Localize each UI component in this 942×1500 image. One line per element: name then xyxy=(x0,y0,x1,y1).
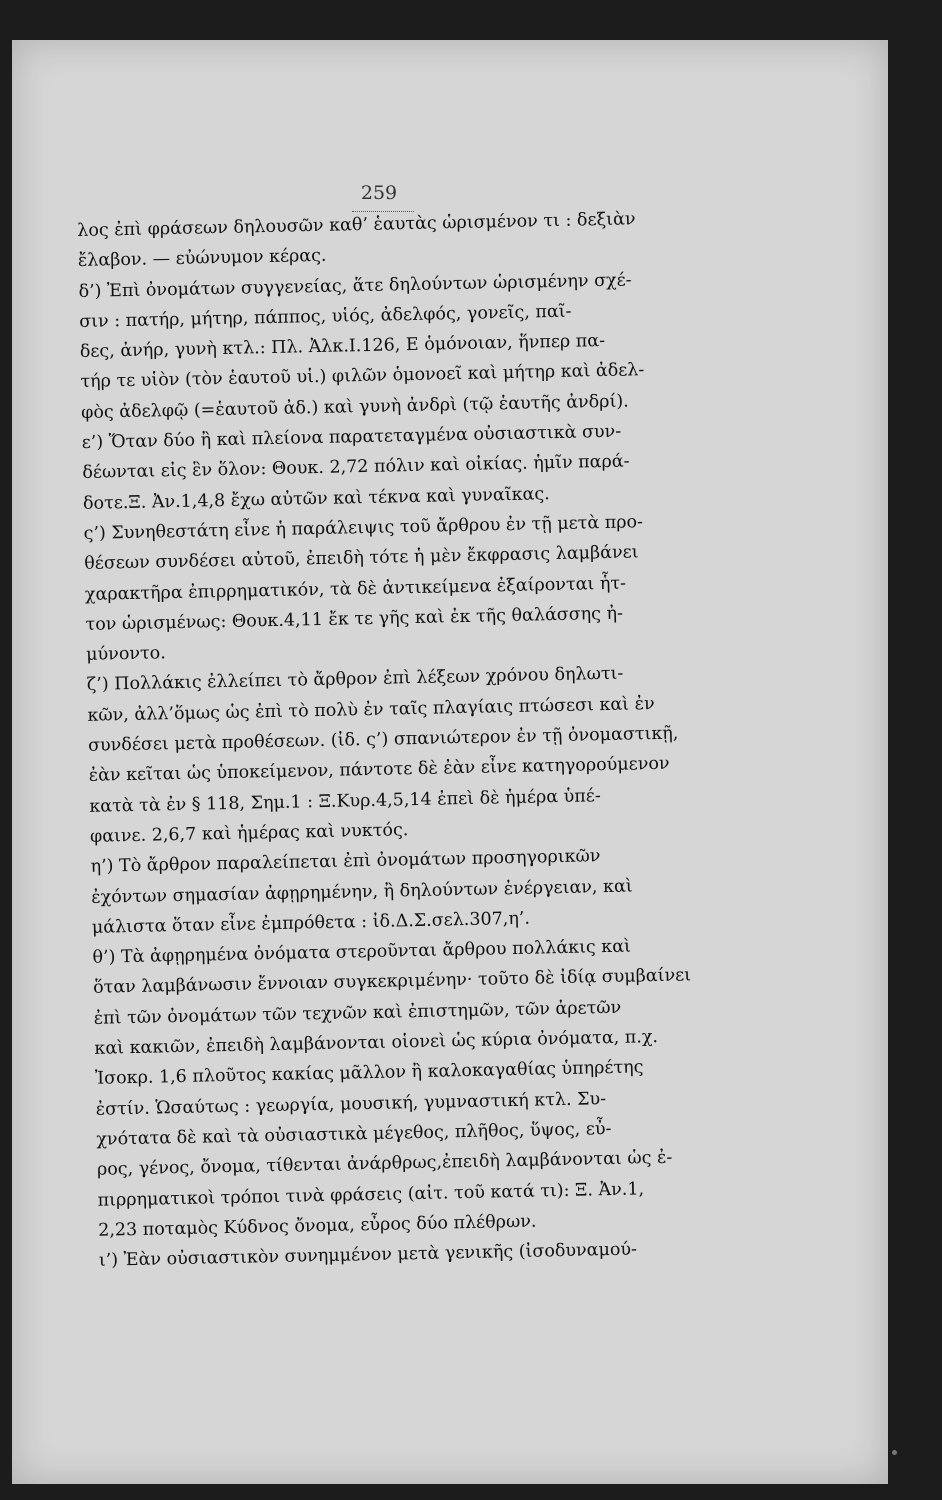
text-line: ς’) Συνηθεστάτη εἶνε ἡ παράλειψις τοῦ ἄρθρου ἐν τῇ μετὰ προ- xyxy=(83,512,644,544)
text-line: χαρακτῆρα ἐπιρρηματικόν, τὰ δὲ ἀντικείμενα ἐξαίρονται ἧτ- xyxy=(84,573,627,605)
text-line: μύνοντο. xyxy=(85,643,166,666)
text-line: ἐχόντων σημασίαν ἀφῃρημένην, ἢ δηλούντων ἐνέργειαν, καὶ xyxy=(91,876,633,908)
text-line: καὶ κακιῶν, ἐπειδὴ λαμβάνονται οἱονεὶ ὡς κύρια ὀνόματα, π.χ. xyxy=(94,1027,659,1059)
text-line: λος ἐπὶ φράσεων δηλουσῶν καθ’ ἑαυτὰς ὡρισμένον τι : δεξιὰν xyxy=(77,209,636,241)
text-line: ἐπὶ τῶν ὀνομάτων τῶν τεχνῶν καὶ ἐπιστημῶν, τῶν ἀρετῶν xyxy=(93,997,622,1029)
text-line: πιρρηματικοὶ τρόποι τινὰ φράσεις (αἰτ. τοῦ κατά τι): Ξ. Ἀν.1, xyxy=(97,1178,645,1211)
text-line: δέωνται εἰς ἓν ὅλον: Θουκ. 2,72 πόλιν καὶ οἰκίας. ἡμῖν παρά- xyxy=(82,451,630,484)
edge-mark xyxy=(892,1450,897,1455)
text-line: ἐστίν. Ὡσαύτως : γεωργία, μουσική, γυμναστική κτλ. Συ- xyxy=(95,1088,607,1120)
text-line: Ἰσοκρ. 1,6 πλοῦτος κακίας μᾶλλον ἢ καλοκαγαθίας ὑπηρέτης xyxy=(94,1057,644,1090)
text-line: δ’) Ἐπὶ ὀνομάτων συγγενείας, ἅτε δηλούντων ὡρισμένην σχέ- xyxy=(78,269,632,302)
text-line: ἐὰν κεῖται ὡς ὑποκείμενον, πάντοτε δὲ ἐὰν εἶνε κατηγορούμενον xyxy=(88,754,670,787)
text-line: φὸς ἀδελφῷ (=ἑαυτοῦ ἀδ.) καὶ γυνὴ ἀνδρὶ (τῷ ἑαυτῆς ἀνδρί). xyxy=(80,391,629,423)
text-line: χνότατα δὲ καὶ τὰ οὐσιαστικὰ μέγεθος, πλῆθος, ὕψος, εὖ- xyxy=(96,1118,612,1150)
text-line: σιν : πατήρ, μήτηρ, πάππος, υἱός, ἀδελφός, γονεῖς, παῖ- xyxy=(79,301,572,332)
text-line: τήρ τε υἱὸν (τὸν ἑαυτοῦ υἱ.) φιλῶν ὁμονοεῖ καὶ μήτηρ καὶ ἀδελ- xyxy=(80,360,645,393)
text-line: ρος, γένος, ὄνομα, τίθενται ἀνάρθρως,ἐπειδὴ λαμβάνονται ὡς ἐ- xyxy=(96,1147,673,1180)
text-line: ε’) Ὅταν δύο ἢ καὶ πλείονα παρατεταγμένα οὐσιαστικὰ συν- xyxy=(81,421,622,454)
text-line: ἔλαβον. — εὐώνυμον κέρας. xyxy=(77,246,327,272)
text-line: δοτε.Ξ. Ἀν.1,4,8 ἔχω αὐτῶν καὶ τέκνα καὶ γυναῖκας. xyxy=(82,483,550,514)
text-line: ζ’) Πολλάκις ἐλλείπει τὸ ἄρθρον ἐπὶ λέξεων χρόνου δηλωτι- xyxy=(86,664,624,696)
text-line: ὅταν λαμβάνωσιν ἔννοιαν συγκεκριμένην· τοῦτο δὲ ἰδίᾳ συμβαίνει xyxy=(92,965,692,999)
text-line: η’) Τὸ ἄρθρον παραλείπεται ἐπὶ ὀνομάτων προσηγορικῶν xyxy=(90,846,601,878)
book-page xyxy=(12,40,888,1484)
text-line: συνδέσει μετὰ προθέσεων. (ἰδ. ς’) σπανιώτερον ἐν τῇ ὀνομαστικῇ, xyxy=(87,723,679,756)
page-number: 259 xyxy=(360,182,398,204)
text-line: κῶν, ἀλλ’ὅμως ὡς ἐπὶ τὸ πολὺ ἐν ταῖς πλαγίαις πτώσεσι καὶ ἐν xyxy=(87,693,655,726)
text-line: δες, ἀνήρ, γυνὴ κτλ.: Πλ. Ἀλκ.Ι.126, Ε ὁμόνοιαν, ἥνπερ πα- xyxy=(79,331,606,363)
body-text xyxy=(77,203,734,1276)
text-line: θέσεων συνδέσει αὐτοῦ, ἐπειδὴ τότε ἡ μὲν ἔκφρασις λαμβάνει xyxy=(84,542,639,575)
text-line: κατὰ τὰ ἐν § 118, Σημ.1 : Ξ.Κυρ.4,5,14 ἐπεὶ δὲ ἡμέρα ὑπέ- xyxy=(89,785,601,817)
text-line: μάλιστα ὅταν εἶνε ἐμπρόθετα : ἰδ.Δ.Σ.σελ.307,η’. xyxy=(91,908,531,938)
text-line: φαινε. 2,6,7 καὶ ἡμέρας καὶ νυκτός. xyxy=(89,820,409,847)
text-line: 2,23 ποταμὸς Κύδνος ὄνομα, εὖρος δύο πλέθρων. xyxy=(98,1211,537,1241)
text-line: ι’) Ἐὰν οὐσιαστικὸν συνημμένον μετὰ γενικῆς (ἰσοδυναμού- xyxy=(98,1239,638,1271)
text-line: θ’) Τὰ ἀφῃρημένα ὀνόματα στεροῦνται ἄρθρου πολλάκις καὶ xyxy=(92,936,632,968)
text-line: τον ὡρισμένως: Θουκ.4,11 ἔκ τε γῆς καὶ ἐκ τῆς θαλάσσης ἠ- xyxy=(85,603,624,635)
